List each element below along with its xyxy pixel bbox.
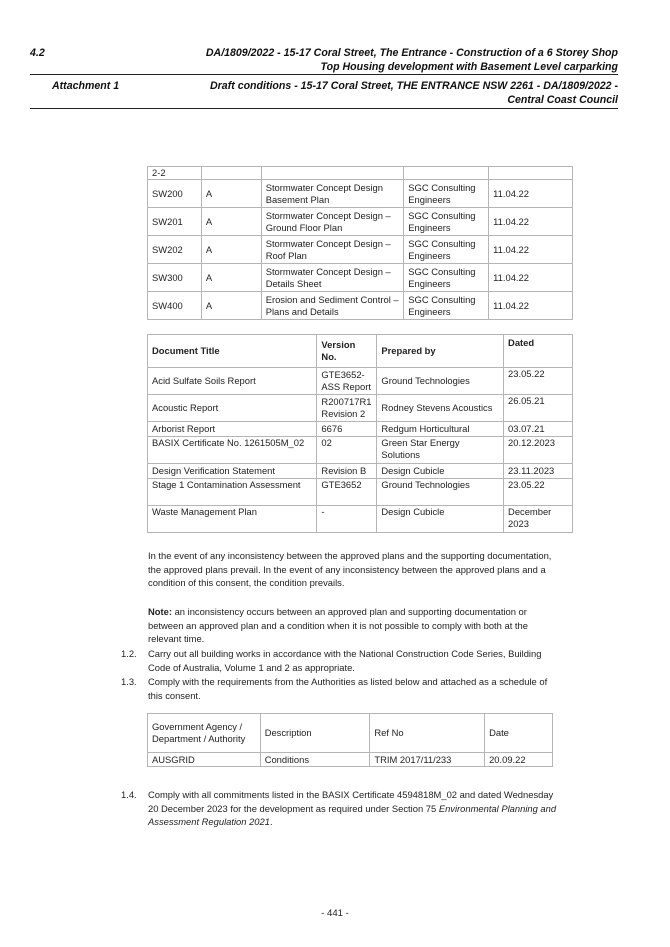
condition-number: 1.3. [121,676,137,687]
plan-date: 11.04.22 [489,180,573,208]
document-title: Arborist Report [148,422,317,437]
condition-1-3: Comply with the requirements from the Authorities as listed below and attached as a schedule of this consent. [148,676,548,701]
plan-number: SW202 [148,236,202,264]
item-number: 4.2 [30,47,45,59]
supporting-documents-table [147,334,573,533]
document-prepared-by: Green Star Energy Solutions [377,437,504,464]
document-dated: December 2023 [504,506,573,533]
document-version: 6676 [317,422,377,437]
plan-number: SW201 [148,208,202,236]
attachment-label: Attachment 1 [52,80,120,92]
plan-prepared-by: SGC Consulting Engineers [404,236,489,264]
authority-agency: AUSGRID [148,753,261,767]
document-version: GTE3652 [317,479,377,506]
plan-number: SW200 [148,180,202,208]
table-row [148,422,573,437]
plan-revision: A [201,292,261,320]
plan-title: Stormwater Concept Design – Ground Floor Plan [261,208,404,236]
table-cell: 2-2 [148,167,202,180]
document-dated: 23.05.22 [504,479,573,506]
column-header-document-title: Document Title [148,335,317,368]
table-row [148,395,573,422]
document-version: R200717R1 Revision 2 [317,395,377,422]
table-row [148,167,573,180]
table-row [148,208,573,236]
document-dated: 03.07.21 [504,422,573,437]
header-bottom-rule [30,108,618,109]
document-title: Stage 1 Contamination Assessment [148,479,317,506]
note-paragraph [148,605,558,646]
condition-1-2: Carry out all building works in accordance with the National Construction Code Series, Building Code of Australia, Volume 1 and 2 as appropriate. [148,648,542,673]
condition-number: 1.2. [121,648,137,659]
authorities-table [147,713,553,767]
column-header-agency: Government Agency / Department / Authority [148,714,261,753]
attachment-title-line1: Draft conditions - 15-17 Coral Street, THE ENTRANCE NSW 2261 - DA/1809/2022 - [210,80,618,92]
plan-revision: A [201,208,261,236]
regulation-name: Environmental Planning and Assessment Regulation 2021 [148,802,557,828]
document-title: Waste Management Plan [148,506,317,533]
document-prepared-by: Ground Technologies [377,479,504,506]
report-title-line2: Top Housing development with Basement Level carparking [320,61,618,73]
column-header-date: Date [485,714,553,753]
document-version: Revision B [317,464,377,479]
table-row [148,464,573,479]
document-prepared-by: Design Cubicle [377,464,504,479]
approved-plans-table [147,166,573,320]
authority-date: 20.09.22 [485,753,553,767]
attachment-title [148,79,618,107]
document-prepared-by: Rodney Stevens Acoustics [377,395,504,422]
table-row [148,236,573,264]
plan-title: Stormwater Concept Design – Roof Plan [261,236,404,264]
document-prepared-by: Ground Technologies [377,368,504,395]
authority-description: Conditions [260,753,370,767]
table-row [148,753,553,767]
document-dated: 23.05.22 [504,368,573,395]
plan-prepared-by: SGC Consulting Engineers [404,180,489,208]
inconsistency-paragraph: In the event of any inconsistency between the approved plans and the supporting documentation, the approved plans prevail. In the event of any inconsistency between the approved plans and a condition of this consent, the condition prevails. [148,550,552,589]
plan-date: 11.04.22 [489,264,573,292]
document-prepared-by: Design Cubicle [377,506,504,533]
column-header-description: Description [260,714,370,753]
report-title [138,46,618,74]
plan-title: Stormwater Concept Design Basement Plan [261,180,404,208]
table-row [148,292,573,320]
note-text: an inconsistency occurs between an approved plan and supporting documentation or between an approved plan and a condition when it is not possible to comply with both at the relevant time. [148,606,528,645]
note-label: Note: [148,606,172,617]
document-title: Design Verification Statement [148,464,317,479]
condition-number: 1.4. [121,789,137,800]
report-title-line1: DA/1809/2022 - 15-17 Coral Street, The Entrance - Construction of a 6 Storey Shop [205,47,618,59]
condition-1-4 [148,788,558,829]
condition-1-4-text: Comply with all commitments listed in the BASIX Certificate 4594818M_02 and dated Wednesday 20 December 2023 for the development as required under Section 75 [148,789,554,814]
plan-number: SW400 [148,292,202,320]
plan-revision: A [201,180,261,208]
column-header-version: Version No. [317,335,377,368]
plan-title: Erosion and Sediment Control – Plans and Details [261,292,404,320]
document-dated: 23.11.2023 [504,464,573,479]
table-row [148,180,573,208]
table-row [148,437,573,464]
attachment-title-line2: Central Coast Council [507,94,618,106]
column-header-dated: Dated [504,335,573,368]
document-dated: 26.05.21 [504,395,573,422]
plan-date: 11.04.22 [489,208,573,236]
document-title: Acoustic Report [148,395,317,422]
header-rule [30,74,618,75]
document-title: BASIX Certificate No. 1261505M_02 [148,437,317,464]
document-title: Acid Sulfate Soils Report [148,368,317,395]
plan-revision: A [201,236,261,264]
authority-ref-no: TRIM 2017/11/233 [370,753,485,767]
table-row [148,368,573,395]
plan-prepared-by: SGC Consulting Engineers [404,208,489,236]
plan-revision: A [201,264,261,292]
plan-title: Stormwater Concept Design – Details Sheet [261,264,404,292]
document-prepared-by: Redgum Horticultural [377,422,504,437]
document-version: GTE3652-ASS Report [317,368,377,395]
table-header-row [148,714,553,753]
column-header-prepared-by: Prepared by [377,335,504,368]
table-row [148,506,573,533]
table-row [148,264,573,292]
table-row [148,479,573,506]
document-version: - [317,506,377,533]
page-number: - 441 - [321,908,349,919]
plan-number: SW300 [148,264,202,292]
plan-date: 11.04.22 [489,292,573,320]
plan-date: 11.04.22 [489,236,573,264]
plan-prepared-by: SGC Consulting Engineers [404,292,489,320]
document-version: 02 [317,437,377,464]
column-header-ref-no: Ref No [370,714,485,753]
plan-prepared-by: SGC Consulting Engineers [404,264,489,292]
table-header-row [148,335,573,368]
document-dated: 20.12.2023 [504,437,573,464]
condition-1-4-end: . [269,816,273,828]
